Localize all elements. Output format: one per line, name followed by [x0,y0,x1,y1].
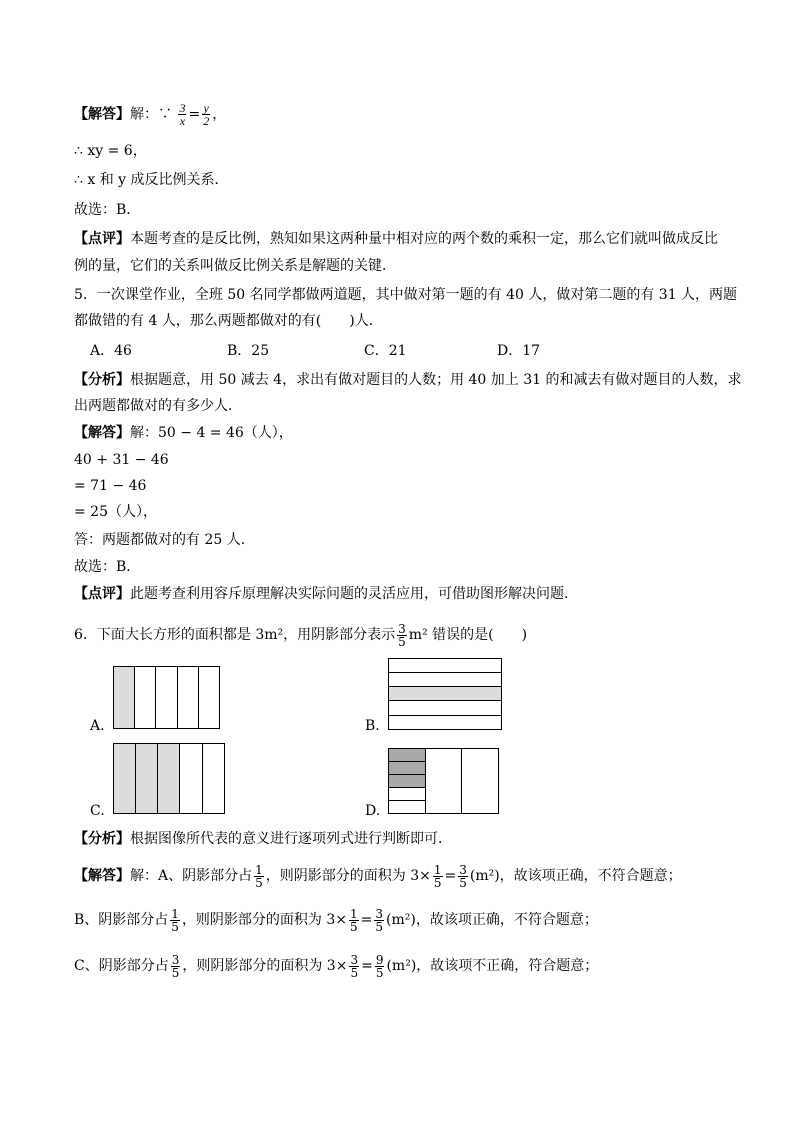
q5-stem-line1: 5．一次课堂作业，全班 50 名同学都做两道题，其中做对第一题的有 40 人，做对第二题的有 31 人，两题 [74,287,738,303]
q5-option-c: C．21 [364,343,407,359]
q6-solution-a: 【解答】解：A、阴影部分占 $\frac{1}{5}$ ，则阴影部分的面积为 3× $\frac{1}{5}$ = $\frac{3}{5}$ (m²)，故该项正确，不符合题意； [74,862,682,890]
q4-comment-line2: 例的量，它们的关系叫做反比例关系是解题的关键． [74,258,396,274]
q5-option-b: B．25 [227,343,270,359]
q6-solution-b: B、阴影部分占 $\frac{1}{5}$ ，则阴影部分的面积为 3× $\frac{1}{5}$ = $\frac{3}{5}$ (m²)，故该项正确，不符合题意； [74,906,598,934]
q6-stem: 6．下面大长方形的面积都是 3m²，用阴影部分表示 $\frac{3}{5}$ m² 错误的是( ) [74,621,528,649]
figure-d-label: D. [365,803,381,819]
answer-tag: 【解答】 [74,106,130,123]
fraction: $\frac{3}{x}$ [179,101,186,128]
q5-comment: 【点评】此题考查利用容斥原理解决实际问题的灵活应用，可借助图形解决问题． [74,586,578,602]
q6-analysis: 【分析】根据图像所代表的意义进行逐项列式进行判断即可． [74,831,452,847]
q5-answer-line2: 40 + 31 − 46 [74,452,169,468]
q5-answer-line5: 答：两题都做对的有 25 人． [74,532,255,548]
fraction: $\frac{y}{2}$ [203,101,210,128]
figure-a [113,666,223,730]
figure-c [113,743,227,815]
q5-analysis-line1: 【分析】根据题意，用 50 减去 4，求出有做对题目的人数；用 40 加上 31 的和减去有做对题目的人数，求 [74,372,742,388]
q4-comment-line1: 【点评】本题考查的是反比例，熟知如果这两种量中相对应的两个数的乘积一定，那么它们就叫做成反比 [74,231,718,247]
q5-analysis-line2: 出两题都做对的有多少人． [74,398,242,414]
q5-answer-line3: = 71 − 46 [74,478,147,494]
q4-answer-line2: ∴ xy = 6， [74,143,147,159]
q4-answer-line1: 【解答】解：∵ $\frac{3}{x}$ = $\frac{y}{2}$ ， [74,101,227,128]
q5-stem-line2: 都做错的有 4 人，那么两题都做对的有( )人． [74,313,383,329]
q5-answer-line4: = 25（人）， [74,504,157,520]
figure-d [388,748,501,816]
figure-b-label: B. [365,718,380,734]
fraction: $\frac{3}{5}$ [398,621,406,649]
q4-choose: 故选：B． [74,202,141,218]
q5-answer-line1: 【解答】解：50 − 4 = 46（人）， [74,425,293,441]
q6-solution-c: C、阴影部分占 $\frac{3}{5}$ ，则阴影部分的面积为 3× $\frac{3}{5}$ = $\frac{9}{5}$ (m²)，故该项不正确，符合题意； [74,952,599,980]
figure-c-label: C. [90,803,105,819]
q5-choose: 故选：B． [74,559,141,575]
q5-option-d: D．17 [497,343,541,359]
q4-answer-line3: ∴ x 和 y 成反比例关系． [74,172,229,188]
figure-b [388,658,504,732]
figure-a-label: A. [90,718,105,734]
q5-option-a: A．46 [90,343,132,359]
